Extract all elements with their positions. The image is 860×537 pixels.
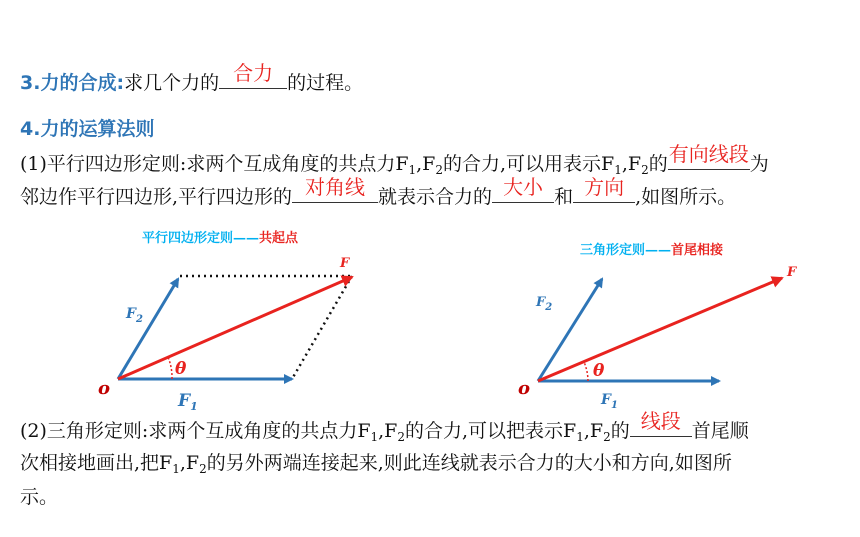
f1-label-sub: 1	[190, 400, 198, 413]
item3-text-after: 的过程。	[287, 72, 364, 94]
p2-line2-a: 次相接地画出,把F	[20, 452, 173, 474]
p1-line2-d: ,如图所示。	[635, 186, 737, 208]
p1-blank4	[573, 175, 635, 203]
f1-label-letter: F	[178, 391, 191, 411]
p2-text-e: 的	[610, 420, 630, 442]
p2-sub1b: 1	[576, 430, 584, 444]
theta-arc	[168, 357, 172, 379]
theta-label: θ	[175, 359, 187, 379]
item3-text-before: 求几个力的	[124, 72, 220, 94]
origin-label: o	[98, 378, 111, 399]
p2-text-c: 的合力,可以把表示F	[405, 420, 577, 442]
p2-line3	[20, 484, 58, 510]
p1-sub2: 2	[435, 163, 444, 177]
f-resultant-arrow	[118, 277, 352, 379]
p1-text-b: ,F	[416, 153, 436, 175]
p1-line2-a: 邻边作平行四边形,平行四边形的	[20, 186, 293, 208]
p1-line2	[20, 175, 737, 210]
f2-arrow	[118, 279, 178, 379]
t-f2-label-letter: F	[536, 295, 546, 310]
p1-blank2	[292, 175, 378, 203]
p2-answer: 线段	[640, 409, 681, 433]
p2-text-b: ,F	[378, 420, 398, 442]
p1-sub1b: 1	[614, 163, 622, 177]
p2-sub2b: 2	[603, 430, 611, 444]
item4-heading: 4.力的运算法则	[20, 118, 155, 140]
p2-blank	[630, 409, 692, 437]
left-caption-a: 平行四边形定则——	[142, 231, 260, 246]
p2-line2-c: 的另外两端连接起来,则此连线就表示合力的大小和方向,如图所	[206, 452, 732, 474]
p2-sub1: 1	[370, 430, 379, 444]
p2-text-a: (2)三角形定则:求两个互成角度的共点力F	[20, 420, 371, 442]
p1-sub2b: 2	[641, 163, 649, 177]
p1-line2-b: 就表示合力的	[378, 186, 493, 208]
p1-text-d: ,F	[621, 153, 642, 175]
p2-line1	[20, 409, 749, 450]
p1-line2-c: 和	[554, 186, 574, 208]
f2-label-letter: F	[126, 306, 136, 322]
left-caption-b: 共起点	[259, 231, 299, 246]
triangle-diagram	[505, 232, 815, 414]
p1-answer3: 大小	[503, 175, 544, 199]
t-origin-label: o	[518, 378, 531, 399]
item3-heading: 力的合成:	[40, 72, 125, 94]
p1-answer2: 对角线	[305, 175, 366, 199]
f2-label	[125, 306, 143, 325]
p2-line3-text: 示。	[20, 486, 59, 508]
f2-label-sub: 2	[135, 314, 143, 325]
p1-answer1: 有向线段	[668, 142, 749, 166]
f1-label	[177, 391, 198, 413]
p1-blank1	[668, 142, 750, 170]
t-theta-label: θ	[593, 361, 605, 381]
f-label: F	[340, 256, 350, 271]
t-f1-label-letter: F	[601, 392, 611, 408]
right-caption-b: 首尾相接	[671, 243, 724, 258]
p1-line1	[20, 142, 769, 183]
p1-sub1: 1	[408, 163, 417, 177]
right-caption-a: 三角形定则——	[580, 243, 672, 258]
p2-line2-b: ,F	[179, 452, 200, 474]
p1-text-c: 的合力,可以用表示F	[443, 153, 615, 175]
p1-blank3	[492, 175, 554, 203]
p1-text-a: (1)平行四边形定则:求两个互成角度的共点力F	[20, 153, 409, 175]
t-f1-label-sub: 1	[610, 400, 618, 411]
t-f2-label	[535, 295, 552, 313]
parallelogram-diagram	[80, 222, 380, 414]
p2-line2	[20, 450, 732, 482]
t-f-resultant-arrow	[538, 278, 782, 381]
p2-text-d: ,F	[583, 420, 604, 442]
right-caption	[580, 242, 723, 258]
item3-blank	[219, 61, 287, 89]
p1-text-f: 为	[749, 153, 769, 175]
item3-number: 3.	[20, 72, 41, 94]
t-theta-arc	[584, 362, 588, 381]
t-f1-label	[600, 392, 618, 411]
item3-line	[20, 61, 364, 96]
p1-text-e: 的	[648, 153, 668, 175]
p1-answer4: 方向	[584, 175, 625, 199]
p2-line2-sub2: 2	[199, 462, 207, 476]
p2-text-f: 首尾顺	[691, 420, 749, 442]
item3-answer: 合力	[233, 61, 274, 85]
left-caption	[142, 230, 299, 246]
p2-sub2: 2	[397, 430, 406, 444]
p2-line2-sub1: 1	[172, 462, 180, 476]
t-f2-label-sub: 2	[545, 302, 553, 313]
t-f-label: F	[787, 265, 797, 280]
